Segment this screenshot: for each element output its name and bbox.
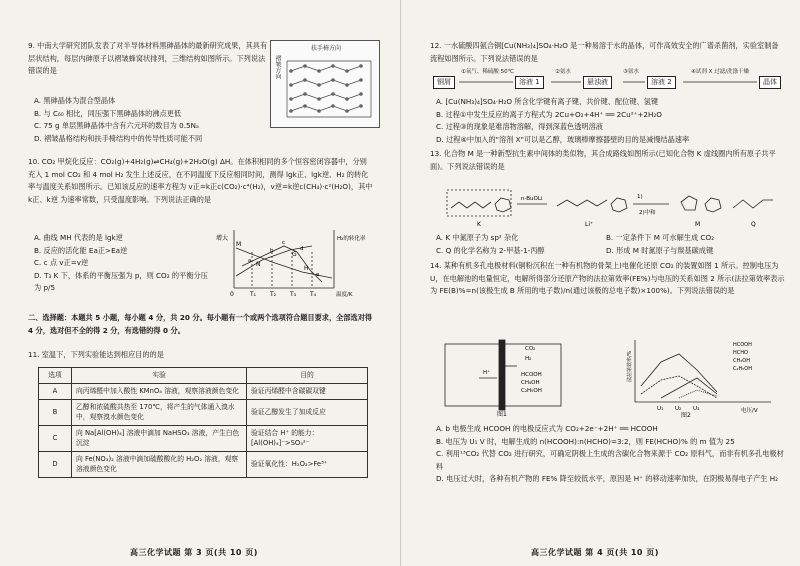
flow-arrows: [433, 66, 783, 96]
fig1-hplus: H⁺: [483, 370, 491, 376]
graph-pt-c: c: [282, 240, 286, 246]
q13-option-d: D. 形成 M 时氮原子与羰基碳成键: [606, 245, 714, 255]
flow-node-copper: 铜屑: [433, 76, 455, 89]
q14-options: [436, 423, 786, 486]
graph-y2-label: H₂的转化率: [337, 236, 366, 242]
q14-option-d: D. 电压过大时，各种有机产物的 FE% 降至较低水平，原因是 H⁺ 的移动速率加快，在阴极易得电子产生 H₂: [436, 474, 779, 484]
q9-option-b: B. 与 C₆₀ 相比，同压强下黑砷晶体的沸点更低: [34, 108, 182, 118]
graph-pt-a: a: [248, 258, 252, 264]
flow-node-solution-1: 溶液 1: [515, 76, 544, 89]
black-arsenic-figure: [270, 40, 380, 128]
graph-pt-h: H: [304, 265, 309, 272]
table-row: [39, 399, 368, 425]
table-header-purpose: 目的: [247, 368, 368, 384]
fe-vs-voltage-figure-2: [621, 336, 781, 418]
graph-tick-t1: T₁: [250, 291, 257, 298]
table-header-experiment: 实验: [72, 368, 247, 384]
table-row: [39, 425, 368, 451]
q9-options: [34, 95, 270, 145]
q9-stem: 9. 中南大学研究团队发表了对半导体材料黑砷晶体的最新研究成果，其具有层状结构，每层内砷原子以褶皱蜂窝状排列，三维结构如图所示。下列说法错误的是: [28, 41, 268, 76]
row-b-experiment: 乙醇和浓硫酸共热至 170℃，将产生的气体通入溴水中，观察溴水颜色变化: [72, 399, 247, 425]
q13-synthesis-route: [433, 182, 783, 230]
fig1-svg: [439, 336, 579, 418]
label-m: M: [695, 221, 701, 228]
q12-option-d: D. 过程④中加入的"溶剂 X"可以是乙醇，玻璃棒摩擦器壁的目的是减慢结晶速率: [436, 134, 690, 144]
fig2-caption: 图2: [681, 412, 691, 418]
fig1-caption: 图1: [497, 411, 507, 418]
label-k: K: [477, 221, 481, 228]
flow-node-crystal: 晶体: [759, 76, 781, 89]
q14-option-b: B. 电压为 U₁ V 时，电解生成的 n(HCOOH):n(HCHO)=3:2，则 FE(HCHO)% 的 m 值为 25: [436, 436, 735, 446]
fig1-h2: H₂: [525, 356, 532, 362]
label-q: Q: [751, 221, 756, 228]
q11-stem: 11. 室温下，下列实验能达到相应目的的是: [28, 350, 164, 359]
graph-pt-m: M: [236, 241, 242, 248]
table-row: [39, 384, 368, 400]
flow-node-solution-2: 溶液 2: [647, 76, 676, 89]
electrolysis-figure-1: [439, 336, 579, 418]
reagent-buoli: n-BuOLi: [521, 196, 543, 202]
reagent-step-1: 1): [637, 194, 643, 200]
q14-stem: 14. 某种有机多孔电极材料(铜粉沉积在一种有机物的骨架上)电催化还原 CO₂ 的装置如图 1 所示。控制电压为 U，在电解池的电量恒定，电解所得部分还原产物的法拉第效率(FE%)与电压的关系如图 2 所示(法拉第效率表示为 FE(B)%=n(该极生成 B 所用的电子数)/n(通过该极的总电子数)×100%)。下列说法错误的是: [430, 261, 785, 296]
graph-pt-g: G: [292, 251, 297, 258]
fig2-tick-u1: U₁: [657, 406, 664, 412]
question-10: [28, 156, 373, 206]
fig2-tick-u2: U₂: [675, 406, 682, 412]
q12-option-c: C. 过程③的现象是难溶物溶解，得到深蓝色透明溶液: [436, 122, 603, 132]
table-header-row: [39, 368, 368, 384]
graph-origin: 0: [230, 291, 234, 298]
fig2-legend-ch3oh: CH₃OH: [733, 358, 750, 364]
row-a-experiment: 向丙烯醛中加入酸性 KMnO₄ 溶液，观察溶液颜色变化: [72, 384, 247, 400]
question-14: [430, 260, 785, 298]
page-divider: [400, 0, 401, 566]
q12-stem: 12. 一水硫酸四氨合铜[Cu(NH₃)₄]SO₄·H₂O 是一种易溶于水的晶体，可作高效安全的广谱杀菌剂，实验室制备流程如图所示。下列说法错误的是: [430, 41, 779, 63]
row-d-experiment: 向 Fe(NO₃)₂ 溶液中滴加硫酸酸化的 H₂O₂ 溶液，观察溶液颜色变化: [72, 451, 247, 477]
fig2-ylabel: 法拉第效率/%: [627, 350, 633, 382]
q10-stem: 10. CO₂ 甲烷化反应：CO₂(g)+4H₂(g)⇌CH₄(g)+2H₂O(g) ΔH。在体积相同的多个恒容密闭容器中，分别充入 1 mol CO₂ 和 4 mol H₂ 发生上述反应，在不同温度下反应相同时间，测得 lgk正、lgk逆、H₂ 的转化率与温度关系如图所示。已知该反应的速率方程为 v正=k正c(CO₂)·c⁴(H₂)，v逆=k逆c(CH₄)·c²(H₂O)，其中 k正、k逆 为速率常数，只受温度影响。下列说法正确的是: [28, 157, 373, 204]
flow-step-3: ③氨水: [623, 69, 639, 75]
q10-option-c: C. c 点 v正=v逆: [34, 258, 89, 268]
row-c-experiment: 向 Na[Al(OH)₄] 溶液中滴加 NaHSO₃ 溶液，产生白色沉淀: [72, 425, 247, 451]
graph-pt-e: e: [316, 272, 320, 278]
graph-tick-t4: T₄: [310, 291, 317, 298]
fig1-co2: CO₂: [525, 346, 536, 352]
q10-graph: [212, 226, 370, 300]
q14-option-a: A. b 电极生成 HCOOH 的电极反应式为 CO₂+2e⁻+2H⁺ ══ HCOOH: [436, 424, 658, 433]
row-d-purpose: 验证氧化性：H₂O₂>Fe³⁺: [247, 451, 368, 477]
fig2-legend-hcooh: HCOOH: [733, 342, 752, 348]
table-header-option: 选项: [39, 368, 72, 384]
row-d-option: D: [39, 451, 72, 477]
flow-step-1: ①氧气、稀硫酸 50℃: [461, 69, 514, 75]
q9-option-c: C. 75 g 单层黑砷晶体中含有六元环的数目为 0.5Nₐ: [34, 121, 199, 131]
q10-option-a: A. 曲线 MH 代表的是 lgk逆: [34, 233, 123, 242]
question-13: [430, 148, 785, 173]
right-page-footer: 高三化学试题 第 4 页(共 10 页): [531, 548, 659, 557]
graph-x-label: 温度/K: [336, 292, 353, 298]
fig1-c2h5oh: C₂H₅OH: [521, 388, 542, 394]
q10-option-b: B. 反应的活化能 Ea正>Ea逆: [34, 245, 128, 255]
right-page: [403, 0, 800, 566]
fig-label-armchair: 扶手椅方向: [311, 45, 342, 52]
fig2-svg: [621, 336, 781, 418]
row-c-option: C: [39, 425, 72, 451]
fig1-hcooh: HCOOH: [521, 372, 542, 378]
flow-node-suspension: 悬浊液: [583, 76, 612, 89]
q12-option-a: A. [Cu(NH₃)₄]SO₄·H₂O 所含化学键有离子键、共价键、配位键、氢键: [436, 97, 659, 106]
synthesis-drawing: [433, 182, 783, 230]
q10-option-d: D. T₃ K 下，体系的平衡压强为 p，则 CO₂ 的平衡分压为 p/5: [34, 270, 208, 293]
question-11: [28, 349, 373, 362]
q13-options: [436, 232, 786, 257]
graph-pt-b: b: [270, 248, 274, 254]
q13-option-b: B. 一定条件下 M 可水解生成 CO₂: [606, 233, 714, 242]
row-a-purpose: 验证丙烯醛中含碳碳双键: [247, 384, 368, 400]
section-2-text: 二、选择题：本题共 5 小题，每小题 4 分，共 20 分。每小题有一个或两个选项符合题目要求，全部选对得 4 分，选对但不全的得 2 分，有选错的得 0 分。: [28, 313, 373, 335]
experiment-table: [38, 367, 368, 478]
section-2-instructions: [28, 312, 373, 337]
q12-flowchart: [433, 66, 783, 96]
flow-step-4: ④试剂 X 过滤/洗涤干燥: [691, 69, 750, 75]
q9-option-d: D. 褶皱晶格结构和扶手椅结构中的传导性质可能不同: [34, 133, 203, 143]
fig2-tick-u3: U₃: [693, 406, 700, 412]
flow-step-2: ②氨水: [555, 69, 571, 75]
q9-option-a: A. 黑砷晶体为混合型晶体: [34, 96, 116, 105]
q10-options: [34, 232, 210, 295]
fig1-ch4oh: CH₄OH: [521, 380, 540, 386]
graph-y-label: 增大: [216, 235, 229, 242]
fig2-xlabel: 电压/V: [741, 408, 758, 414]
table-row: [39, 451, 368, 477]
fig-label-wrinkle: 褶皱方向: [274, 55, 281, 79]
question-12: [430, 40, 785, 65]
question-9: [28, 40, 268, 78]
left-page-footer: 高三化学试题 第 3 页(共 10 页): [130, 548, 258, 557]
row-c-purpose: 验证结合 H⁺ 的能力：[Al(OH)₄]⁻>SO₃²⁻: [247, 425, 368, 451]
graph-pt-n: N: [256, 261, 261, 268]
row-b-purpose: 验证乙醇发生了加成反应: [247, 399, 368, 425]
row-a-option: A: [39, 384, 72, 400]
q12-options: [436, 96, 786, 146]
fig2-legend-c2h5oh: C₂H₅OH: [733, 366, 752, 372]
label-li: Li⁺: [585, 221, 594, 228]
lattice-drawing: [271, 41, 379, 127]
fig2-legend-hcho: HCHO: [733, 350, 748, 356]
q12-option-b: B. 过程①中发生反应的离子方程式为 2Cu+O₂+4H⁺ ══ 2Cu²⁺+2H₂O: [436, 109, 662, 119]
graph-tick-t2: T₂: [270, 291, 277, 298]
q13-stem: 13. 化合物 M 是一种新型抗生素中间体的类似物，其合成路线如图所示(已知化合物 K 虚线圈内所有原子共平面)。下列说法错误的是: [430, 149, 776, 171]
row-b-option: B: [39, 399, 72, 425]
q10-graph-svg: [212, 226, 370, 300]
graph-tick-t3: T₃: [290, 291, 297, 298]
q14-option-c: C. 利用¹³CO₂ 代替 CO₂ 进行研究，可确定阴极上生成的含碳化合物来源于 CO₂ 原料气，而非有机多孔电极材料: [436, 449, 784, 471]
reagent-step-2: 2)中和: [639, 210, 656, 216]
q13-option-a: A. K 中氮原子为 sp² 杂化: [436, 233, 519, 242]
graph-pt-d: d: [300, 246, 304, 252]
q13-option-c: C. Q 的化学名称为 2-甲基-1-丙醇: [436, 245, 545, 255]
